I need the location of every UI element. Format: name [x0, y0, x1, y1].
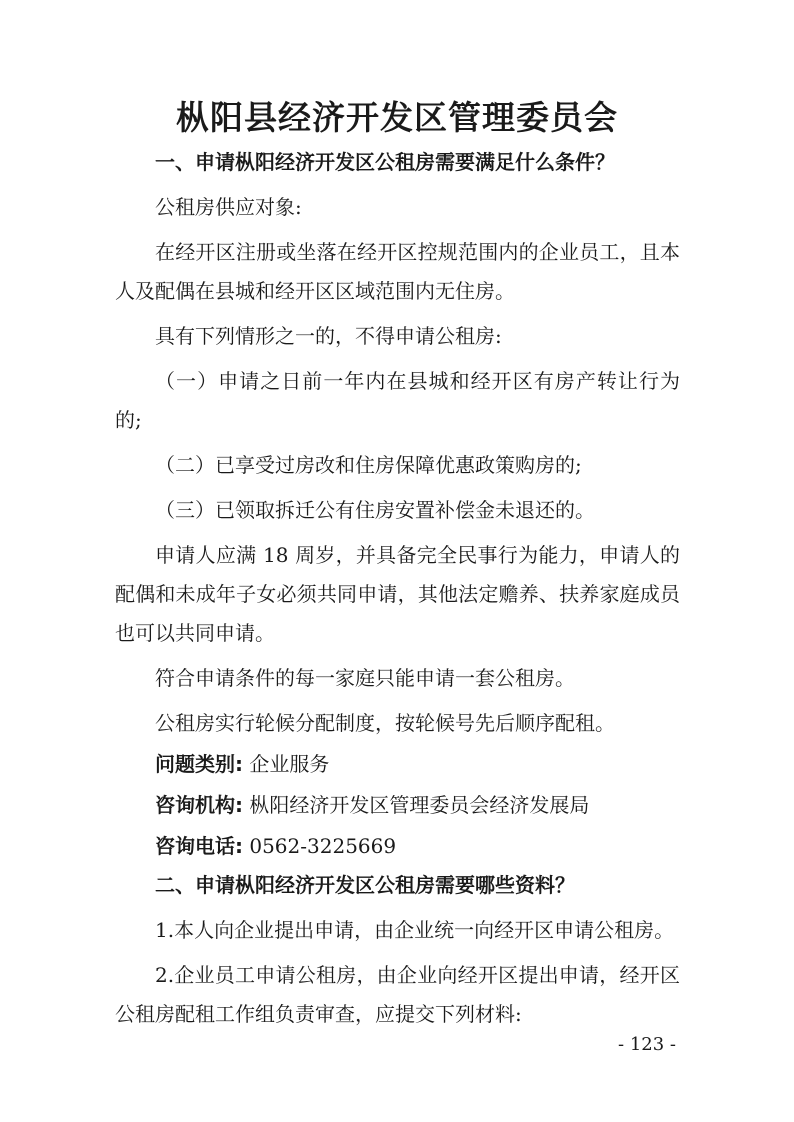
paragraph: 申请人应满 18 周岁，并具备完全民事行为能力，申请人的配偶和未成年子女必须共同申请，其他法定赡养、扶养家庭成员也可以共同申请。 — [115, 543, 680, 645]
consulting-agency-value: 枞阳经济开发区管理委员会经济发展局 — [249, 793, 590, 817]
consulting-phone-label: 咨询电话: — [155, 834, 243, 858]
question-category-value: 企业服务 — [249, 752, 330, 776]
paragraph: 符合申请条件的每一家庭只能申请一套公租房。 — [155, 666, 575, 690]
section-heading-2: 二、申请枞阳经济开发区公租房需要哪些资料？ — [155, 873, 575, 897]
question-category — [115, 745, 680, 784]
paragraph: 在经开区注册或坐落在经开区控规范围内的企业员工，且本人及配偶在县城和经开区区域范围内无住房。 — [115, 240, 680, 303]
paragraph: （二）已享受过房改和住房保障优惠政策购房的; — [155, 453, 582, 477]
paragraph: 公租房实行轮候分配制度，按轮候号先后顺序配租。 — [155, 711, 615, 735]
paragraph: （三）已领取拆迁公有住房安置补偿金未退还的。 — [155, 498, 595, 522]
consulting-phone — [115, 827, 680, 866]
document-body — [115, 143, 680, 1034]
question-category-label: 问题类别: — [155, 752, 243, 776]
document-title: 枞阳县经济开发区管理委员会 — [176, 98, 618, 137]
page-number: - 123 - — [618, 1034, 676, 1055]
paragraph: （一）申请之日前一年内在县城和经开区有房产转让行为的; — [115, 369, 680, 432]
consulting-agency — [115, 786, 680, 825]
paragraph: 具有下列情形之一的，不得申请公租房: — [155, 324, 502, 348]
paragraph: 2.企业员工申请公租房，由企业向经开区提出申请，经开区公租房配租工作组负责审查，应提交下列材料: — [115, 963, 680, 1026]
consulting-agency-label: 咨询机构: — [155, 793, 243, 817]
paragraph: 公租房供应对象: — [155, 195, 302, 219]
section-heading-1: 一、申请枞阳经济开发区公租房需要满足什么条件？ — [155, 150, 615, 174]
consulting-phone-value: 0562-3225669 — [249, 834, 397, 858]
paragraph: 1.本人向企业提出申请，由企业统一向经开区申请公租房。 — [155, 918, 675, 942]
